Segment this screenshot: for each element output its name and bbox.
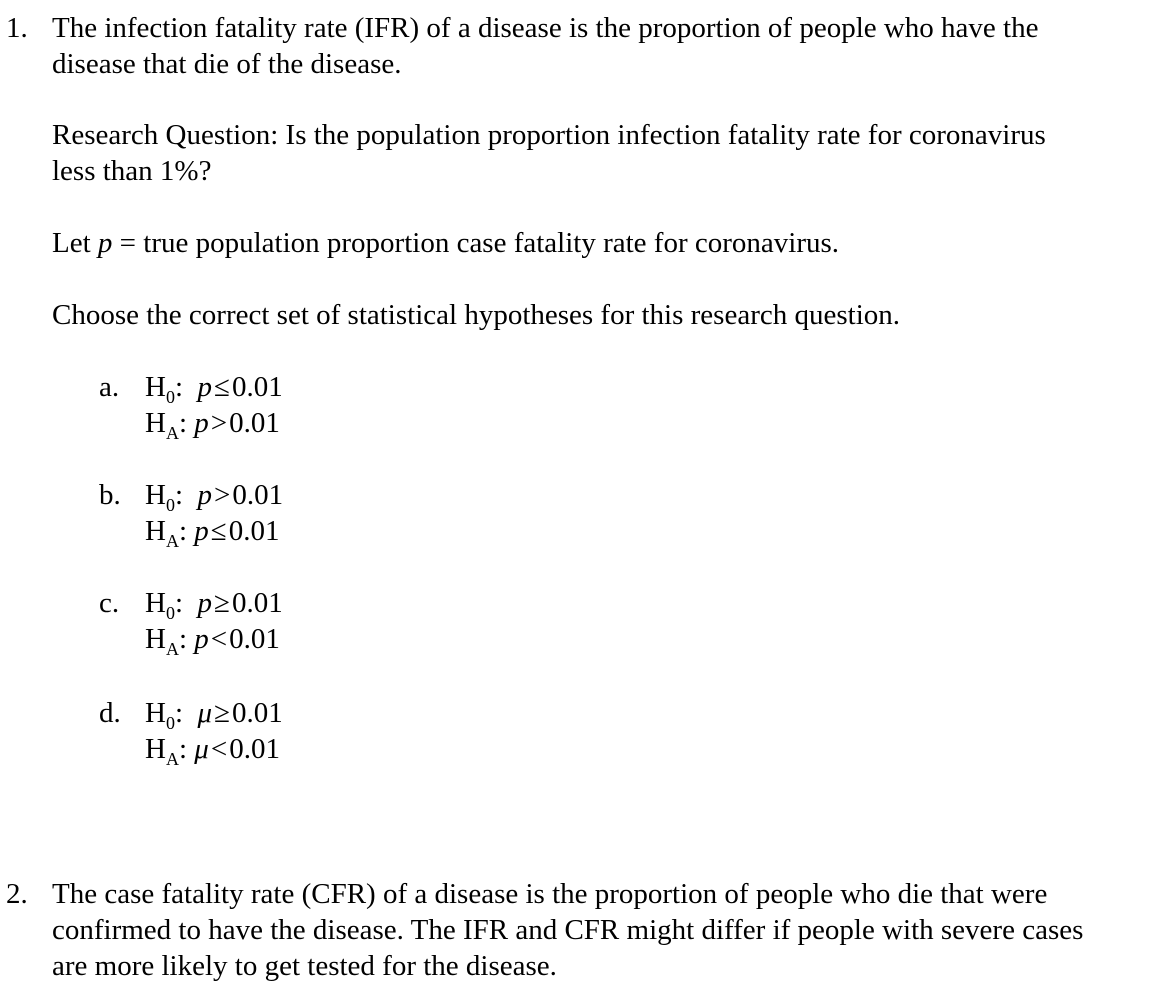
let-prefix: Let	[52, 227, 98, 259]
question-text-line: The infection fatality rate (IFR) of a disease is the proportion of people who have the	[52, 12, 1039, 44]
null-hypothesis: $H_0$: μ≥0.01	[145, 697, 283, 733]
variable-p: p	[97, 227, 113, 259]
option-d	[0, 695, 600, 767]
research-question	[52, 117, 1167, 189]
alternative-hypothesis: $H_A$: p>0.01	[145, 407, 280, 443]
null-hypothesis: $H_0$: p≤0.01	[145, 371, 283, 407]
question-text-line: are more likely to get tested for the disease.	[52, 950, 557, 982]
question-text-line: The case fatality rate (CFR) of a disease is the proportion of people who die that were	[52, 878, 1048, 910]
question-number: 2.	[6, 878, 28, 910]
null-hypothesis: $H_0$: p≥0.01	[145, 587, 283, 623]
question-number: 1.	[6, 12, 28, 44]
question-text	[52, 10, 1167, 82]
alternative-hypothesis: $H_A$: p<0.01	[145, 623, 280, 659]
option-letter: a.	[99, 371, 120, 403]
question-text-line: disease that die of the disease.	[52, 48, 402, 80]
option-a	[0, 369, 600, 441]
option-letter: b.	[99, 479, 121, 511]
alternative-hypothesis: $H_A$: p≤0.01	[145, 515, 280, 551]
option-letter: c.	[99, 587, 120, 619]
research-question-line: less than 1%?	[52, 155, 212, 187]
option-b	[0, 477, 600, 549]
variable-definition	[52, 225, 1167, 261]
question-text-line: confirmed to have the disease. The IFR and CFR might differ if people with severe cases	[52, 914, 1084, 946]
null-hypothesis: $H_0$: p>0.01	[145, 479, 284, 515]
question-text	[52, 876, 1167, 984]
option-letter: d.	[99, 697, 121, 729]
research-question-line: Research Question: Is the population proportion infection fatality rate for coronavirus	[52, 119, 1046, 151]
let-rest: = true population proportion case fatality rate for coronavirus.	[112, 227, 840, 259]
option-c	[0, 585, 600, 657]
instruction: Choose the correct set of statistical hypotheses for this research question.	[52, 299, 901, 331]
alternative-hypothesis: $H_A$: μ<0.01	[145, 733, 280, 769]
